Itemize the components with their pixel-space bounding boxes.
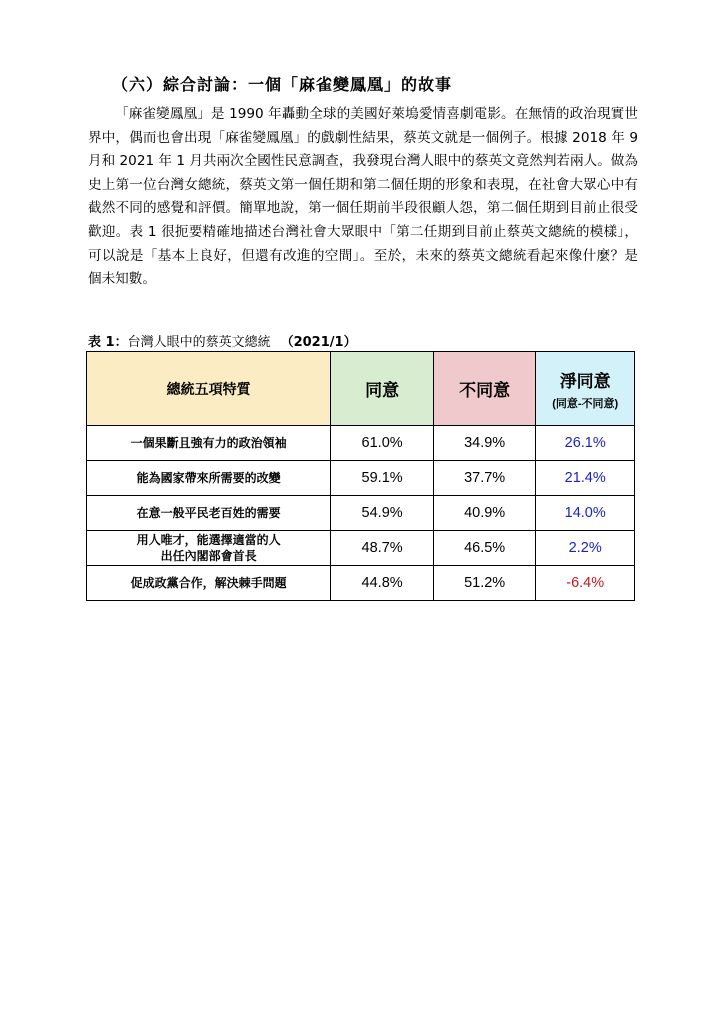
net-cell: 14.0% [536,496,635,531]
table-row [87,426,635,461]
trait-line: 促成政黨合作，解決棘手問題 [130,576,287,590]
trait-cell [87,426,331,461]
section-title: （六）綜合討論：一個「麻雀變鳳凰」的故事 [112,75,453,94]
agree-cell: 61.0% [331,426,434,461]
net-cell: -6.4% [536,566,635,601]
header-disagree: 不同意 [433,352,536,426]
net-cell: 26.1% [536,426,635,461]
agree-cell: 44.8% [331,566,434,601]
net-cell: 21.4% [536,461,635,496]
disagree-cell: 51.2% [433,566,536,601]
header-agree: 同意 [331,352,434,426]
net-cell: 2.2% [536,531,635,566]
table-caption-text: 台灣人眼中的蔡英文總統 [127,335,271,350]
trait-line: 能為國家帶來所需要的改變 [136,471,281,485]
table-row [87,461,635,496]
disagree-cell: 34.9% [433,426,536,461]
table-row [87,496,635,531]
table-row [87,531,635,566]
disagree-cell: 40.9% [433,496,536,531]
trait-line: 用人唯才，能選擇適當的人 [136,533,281,547]
table-row [87,566,635,601]
agree-cell: 54.9% [331,496,434,531]
agree-cell: 48.7% [331,531,434,566]
trait-line: 在意一般平民老百姓的需要 [136,506,281,520]
trait-cell [87,531,331,566]
header-trait: 總統五項特質 [87,352,331,426]
disagree-cell: 46.5% [433,531,536,566]
trait-cell [87,461,331,496]
table-header-row [87,352,635,426]
table-caption-label: 表 1： [88,335,128,350]
trait-cell [87,496,331,531]
trait-line: 出任內閣部會首長 [160,549,257,563]
body-paragraph: 「麻雀變鳳凰」是 1990 年轟動全球的美國好萊塢愛情喜劇電影。在無情的政治現實世界中，偶而也會出現「麻雀變鳳凰」的戲劇性結果，蔡英文就是一個例子。根據 2018 年 9 月和 2021 年 1 月共兩次全國性民意調查，我發現台灣人眼中的蔡英文竟然判若兩人。做為史上第一位台灣女總統，蔡英文第一個任期和第二個任期的形象和表現，在社會大眾心中有截然不同的感覺和評價。簡單地說，第一個任期前半段很顧人怨，第二個任期到目前止很受歡迎。表 1 很扼要精確地描述台灣社會大眾眼中「第二任期到目前止蔡英文總統的模樣」，可以說是「基本上良好，但還有改進的空間」。至於，未來的蔡英文總統看起來像什麼？是個未知數。 [88,106,638,288]
table-caption-year: （2021/1） [280,335,357,350]
trait-line: 一個果斷且強有力的政治領袖 [130,436,287,450]
survey-table [86,351,635,601]
header-net-sublabel: (同意-不同意) [552,397,619,410]
agree-cell: 59.1% [331,461,434,496]
disagree-cell: 37.7% [433,461,536,496]
header-net-label: 淨同意 [559,371,611,391]
table-caption [88,331,357,350]
trait-cell [87,566,331,601]
header-net [536,352,635,426]
